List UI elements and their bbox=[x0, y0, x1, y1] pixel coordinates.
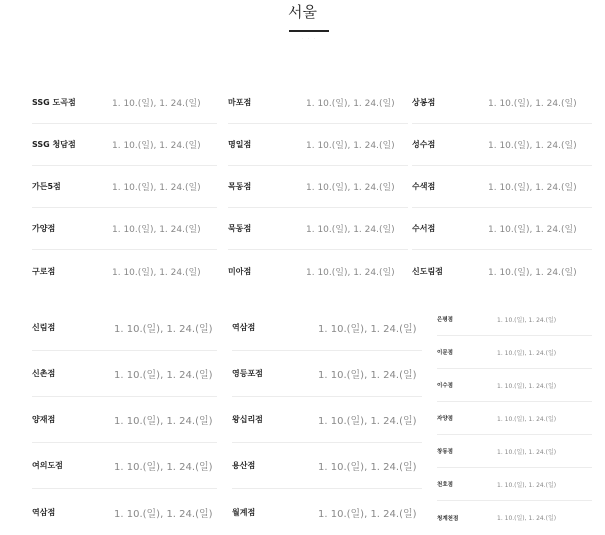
store-name: SSG 도곡점 bbox=[32, 98, 76, 107]
region-title: 서울 bbox=[288, 3, 317, 21]
closure-dates: 1. 10.(일), 1. 24.(일) bbox=[497, 349, 557, 357]
store-row bbox=[232, 305, 422, 351]
closure-dates: 1. 10.(일), 1. 24.(일) bbox=[114, 416, 213, 427]
title-underline bbox=[289, 30, 329, 32]
closure-dates: 1. 10.(일), 1. 24.(일) bbox=[488, 225, 577, 235]
closure-dates: 1. 10.(일), 1. 24.(일) bbox=[114, 370, 213, 381]
store-name: SSG 청담점 bbox=[32, 140, 76, 149]
store-row bbox=[32, 443, 217, 489]
store-name: 역삼점 bbox=[32, 507, 56, 517]
store-name: 신도림점 bbox=[412, 266, 443, 276]
store-row bbox=[228, 82, 408, 124]
store-name: 양재점 bbox=[32, 415, 56, 424]
store-row bbox=[32, 82, 217, 124]
closure-dates: 1. 10.(일), 1. 24.(일) bbox=[306, 183, 395, 193]
closure-dates: 1. 10.(일), 1. 24.(일) bbox=[488, 141, 577, 151]
store-row bbox=[232, 489, 422, 535]
store-name: 창동점 bbox=[437, 449, 453, 455]
store-row bbox=[437, 402, 592, 435]
store-row bbox=[32, 250, 217, 292]
store-row bbox=[32, 397, 217, 443]
store-row bbox=[437, 501, 592, 534]
store-name: 마포점 bbox=[228, 98, 252, 107]
closure-dates: 1. 10.(일), 1. 24.(일) bbox=[497, 515, 557, 522]
store-row bbox=[32, 305, 217, 351]
closure-dates: 1. 10.(일), 1. 24.(일) bbox=[306, 225, 395, 235]
store-name: 수서점 bbox=[412, 224, 436, 233]
closure-dates: 1. 10.(일), 1. 24.(일) bbox=[112, 267, 201, 278]
store-row bbox=[437, 336, 592, 369]
store-row bbox=[437, 435, 592, 468]
store-row bbox=[32, 489, 217, 535]
store-row bbox=[412, 82, 592, 124]
store-row bbox=[228, 166, 408, 208]
closure-dates: 1. 10.(일), 1. 24.(일) bbox=[114, 508, 213, 520]
store-row bbox=[412, 250, 592, 292]
store-name: 이문점 bbox=[437, 350, 453, 356]
closure-dates: 1. 10.(일), 1. 24.(일) bbox=[112, 225, 201, 235]
store-row bbox=[412, 208, 592, 250]
store-name: 여의도점 bbox=[32, 461, 63, 470]
store-row bbox=[32, 166, 217, 208]
closure-dates: 1. 10.(일), 1. 24.(일) bbox=[488, 99, 577, 109]
closure-dates: 1. 10.(일), 1. 24.(일) bbox=[306, 141, 395, 151]
store-name: 용산점 bbox=[232, 461, 256, 470]
store-row bbox=[232, 351, 422, 397]
closure-dates: 1. 10.(일), 1. 24.(일) bbox=[306, 99, 395, 109]
closure-dates: 1. 10.(일), 1. 24.(일) bbox=[112, 99, 201, 109]
closure-dates: 1. 10.(일), 1. 24.(일) bbox=[306, 267, 395, 278]
store-name: 월계점 bbox=[232, 507, 256, 517]
store-name: 명일점 bbox=[228, 140, 252, 149]
closure-dates: 1. 10.(일), 1. 24.(일) bbox=[488, 183, 577, 193]
store-name: 신림점 bbox=[32, 323, 56, 332]
store-row bbox=[412, 166, 592, 208]
closure-dates: 1. 10.(일), 1. 24.(일) bbox=[318, 462, 417, 473]
closure-dates: 1. 10.(일), 1. 24.(일) bbox=[497, 481, 557, 489]
store-row bbox=[32, 208, 217, 250]
closure-dates: 1. 10.(일), 1. 24.(일) bbox=[488, 267, 577, 278]
store-row bbox=[232, 397, 422, 443]
store-name: 성수점 bbox=[412, 140, 436, 149]
store-row bbox=[228, 124, 408, 166]
closure-dates: 1. 10.(일), 1. 24.(일) bbox=[112, 183, 201, 193]
closure-dates: 1. 10.(일), 1. 24.(일) bbox=[114, 324, 213, 335]
store-name: 역삼점 bbox=[232, 323, 256, 332]
store-name: 청계천점 bbox=[437, 515, 459, 522]
store-row bbox=[437, 303, 592, 336]
store-name: 상봉점 bbox=[412, 98, 436, 107]
closure-dates: 1. 10.(일), 1. 24.(일) bbox=[497, 316, 557, 324]
store-row bbox=[228, 208, 408, 250]
store-name: 수색점 bbox=[412, 182, 436, 191]
store-name: 묵동점 bbox=[228, 224, 252, 233]
closure-dates: 1. 10.(일), 1. 24.(일) bbox=[497, 415, 557, 423]
closure-dates: 1. 10.(일), 1. 24.(일) bbox=[114, 462, 213, 473]
store-name: 자양점 bbox=[437, 416, 453, 422]
store-name: 천호점 bbox=[437, 482, 453, 488]
store-name: 미아점 bbox=[228, 266, 252, 276]
closure-dates: 1. 10.(일), 1. 24.(일) bbox=[497, 448, 557, 456]
store-row bbox=[437, 369, 592, 402]
store-name: 이수점 bbox=[437, 383, 453, 389]
closure-dates: 1. 10.(일), 1. 24.(일) bbox=[112, 141, 201, 151]
closure-dates: 1. 10.(일), 1. 24.(일) bbox=[318, 508, 417, 520]
closure-dates: 1. 10.(일), 1. 24.(일) bbox=[318, 416, 417, 427]
closure-dates: 1. 10.(일), 1. 24.(일) bbox=[497, 382, 557, 390]
store-row bbox=[437, 468, 592, 501]
store-name: 가든5점 bbox=[32, 182, 61, 191]
title-decoration: · · · bbox=[301, 36, 317, 43]
closure-dates: 1. 10.(일), 1. 24.(일) bbox=[318, 370, 417, 381]
store-row bbox=[412, 124, 592, 166]
store-name: 왕십리점 bbox=[232, 415, 263, 424]
store-row bbox=[32, 351, 217, 397]
store-name: 은평점 bbox=[437, 317, 453, 323]
store-name: 가양점 bbox=[32, 224, 56, 233]
store-row bbox=[232, 443, 422, 489]
store-name: 목동점 bbox=[228, 182, 252, 191]
store-row bbox=[32, 124, 217, 166]
store-name: 영등포점 bbox=[232, 369, 263, 378]
store-name: 구로점 bbox=[32, 266, 56, 276]
store-name: 신촌점 bbox=[32, 369, 56, 378]
store-row bbox=[228, 250, 408, 292]
closure-dates: 1. 10.(일), 1. 24.(일) bbox=[318, 324, 417, 335]
